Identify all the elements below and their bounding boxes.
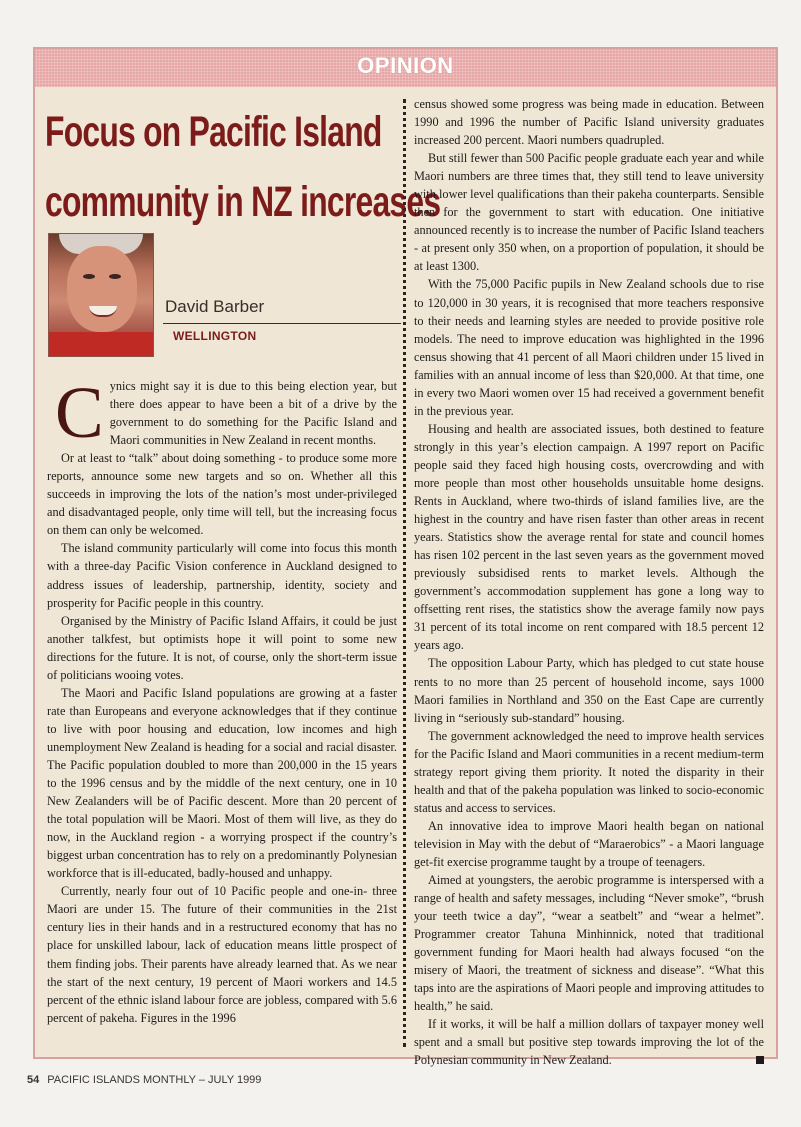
headline-line-1: Focus on Pacific Island xyxy=(45,108,382,156)
paragraph: The government acknowledged the need to improve health services for the Pacific Island and Maori communities in a recent medium-term strategy report giving them priority. It noted the disparity in their health and that of the pakeha population was linked to socio-economic status and access to services. xyxy=(414,728,764,815)
page-footer xyxy=(27,1074,261,1086)
lead-paragraph: Cynics might say it is due to this being election year, but there does appear to have been a bit of a drive by the government to do something for the Pacific Island and Maori communities in New Zealand in recent months. xyxy=(55,372,397,453)
final-paragraph: If it works, it will be half a million dollars of taxpayer money well spent and a small but positive step towards improving the lot of the Polynesian community in New Zealand. xyxy=(414,1017,764,1068)
paragraph: With the 75,000 Pacific pupils in New Zealand schools due to rise to 120,000 in 30 years, it is recognised that more teachers responsive to their needs and learning styles are needed to provide positive role models. The need to improve education was highlighted in the 1996 census showing that 41 percent of all Maori children under 15 lived in families with an annual income of less than $20,000. At that time, one in every two Maori women over 15 had received a government benefit in the previous year. xyxy=(414,277,764,418)
section-title: OPINION xyxy=(357,53,454,78)
left-column xyxy=(47,372,397,1027)
column-divider xyxy=(403,99,406,1047)
paragraph: An innovative idea to improve Maori health began on national television in May with the debut of “Maraerobics” - a Maori language get-fit exercise programme taught by a troupe of teenagers. xyxy=(414,818,764,869)
paragraph: Currently, nearly four out of 10 Pacific people and one-in- three Maori are under 15. The future of their communities in the 21st century lies in their hands and in a restructured economy that has no place for unskilled labour, lack of education means little prospect of them finding jobs. Their parents have already learned that. As we near the start of the next century, 19 percent of Maori workers and 14.5 percent of the ethnic island labour force are jobless, compared with 5.6 percent of pakeha. Figures in the 1996 xyxy=(47,884,397,1025)
headline xyxy=(45,97,441,237)
headline-line-2: community in NZ increases xyxy=(45,178,441,226)
paragraph: Or at least to “talk” about doing something - to produce some more reports, announce some new targets and so on. Whether all this succeeds in improving the lots of the nation’s most under-privileged and disadvantaged people, only time will tell, but the increasing focus on them can only be welcomed. xyxy=(47,451,397,538)
drop-cap: C xyxy=(55,372,104,453)
end-mark-icon xyxy=(756,1056,764,1064)
article-panel xyxy=(33,47,778,1068)
publication-info: PACIFIC ISLANDS MONTHLY – JULY 1999 xyxy=(47,1074,262,1086)
author-photo xyxy=(48,233,154,357)
paragraph: The opposition Labour Party, which has pledged to cut state house rents to no more than 25 percent of household income, says 1000 Maori families in Northland and 350 on the East Cape are currently living in “seriously sub-standard” housing. xyxy=(414,656,764,725)
section-banner xyxy=(35,49,776,87)
right-column xyxy=(414,95,764,1070)
paragraph: Housing and health are associated issues, both destined to feature strongly in this year’s election campaign. A 1997 report on Pacific people said they faced high housing costs, overcrowding and with more people than most other households unsuitable home designs. Rents in Auckland, where two-thirds of island families live, are the highest in the country and have risen faster than other areas in recent years. Statistics show the average rental for state and council homes has risen 102 percent in the last seven years as the government moved previously subsidised rents to market levels. Although the government’s accommodation supplement has gone a long way to offsetting rent rises, the statistics show the average family now pays 31 percent of its total income on rent compared with 18.5 percent 12 years ago. xyxy=(414,421,764,653)
author-name: David Barber xyxy=(165,297,265,316)
paragraph: census showed some progress was being made in education. Between 1990 and 1996 the number of Pacific Island university graduates increased 200 percent. Maori numbers quadrupled. xyxy=(414,97,764,148)
page-number: 54 xyxy=(27,1074,40,1086)
dateline-location: WELLINGTON xyxy=(173,329,257,343)
paragraph: Aimed at youngsters, the aerobic programme is interspersed with a range of health and safety messages, including “Never smoke”, “brush your teeth twice a day”, “wear a seatbelt” and “wear a helmet”. Programmer creator Tahuna Minhinnick, noted that traditional government funding for Maori health had always focused “on the misery of Maori, the treatment of sickness and disease”. “What this taps into are the aspirations of Maori people and improving attitudes to health,” he said. xyxy=(414,873,764,1014)
paragraph: Organised by the Ministry of Pacific Island Affairs, it could be just another talkfest, but optimists hope it will point to some new directions for the future. It is not, of course, only the short-term issue of politicians wooing votes. xyxy=(47,613,397,682)
paragraph: But still fewer than 500 Pacific people graduate each year and while Maori numbers are three times that, they still tend to leave university with lower level qualifications than their pakeha counterparts. Sensible then for the government to start with education. One initiative announced recently is to increase the number of Pacific Island teachers - at present only 350 when, on a proportion of population, it should be at least 1300. xyxy=(414,151,764,274)
paragraph: The Maori and Pacific Island populations are growing at a faster rate than Europeans and everyone acknowledges that if they continue to live with poor housing and education, low incomes and high unemployment New Zealand is heading for a social and racial disaster. The Pacific population doubled to more than 200,000 in the 15 years to the 1996 census and by the middle of the next century, one in 10 New Zealanders will be of Pacific descent. More than 20 percent of the total population will be Maori. Most of them will live, as they do now, in the Auckland region - a worrying prospect if the country’s biggest urban concentration has to rely on a predominantly Polynesian workforce that is ill-educated, badly-housed and unhappy. xyxy=(47,685,397,881)
paragraph: The island community particularly will come into focus this month with a three-day Pacific Vision conference in Auckland designed to address issues of leadership, partnership, identity, society and prosperity for Pacific people in this country. xyxy=(47,541,397,610)
byline-rule xyxy=(163,323,401,324)
